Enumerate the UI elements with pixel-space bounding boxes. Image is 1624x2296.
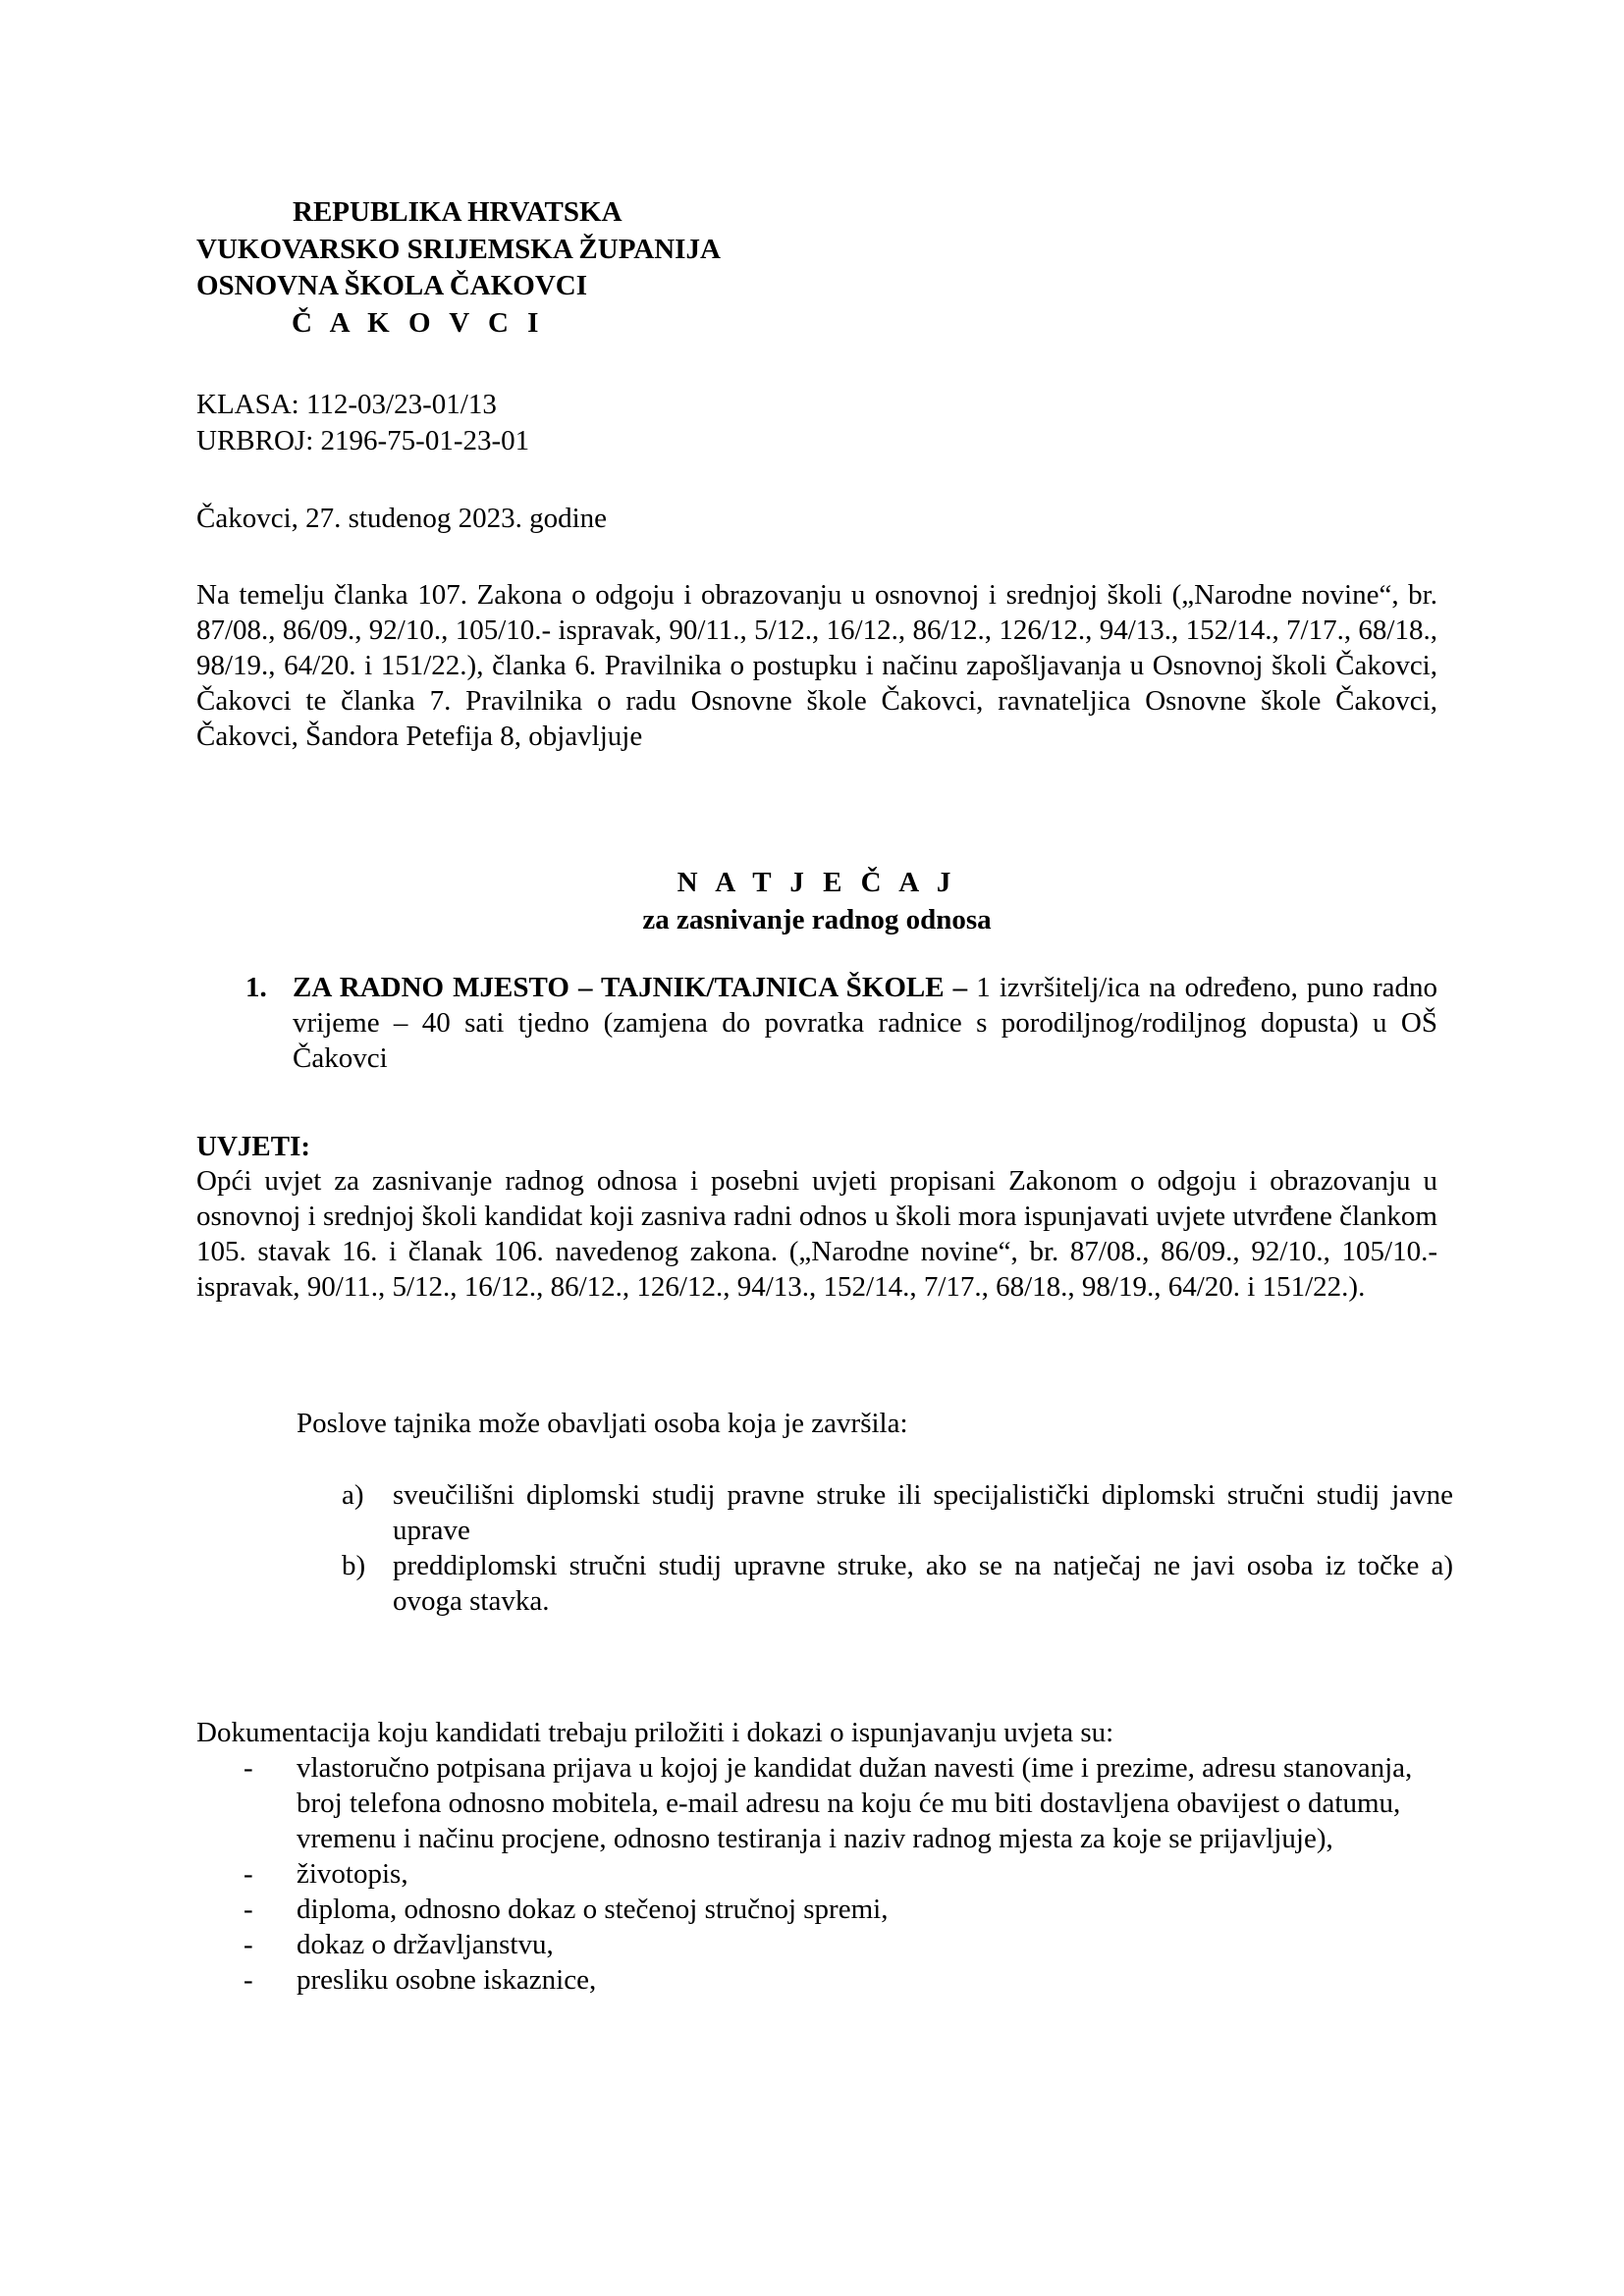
list-item-text: vlastoručno potpisana prijava u kojoj je kandidat dužan navesti (ime i prezime, adresu stanovanja, broj telefona odnosno mobitela, e-mail adresu na koju će mu biti dostavljena obavijest o datumu, vremenu i načinu procjene, odnosno testiranja i naziv radnog mjesta za koje se prijavljuje), (297, 1752, 1413, 1854)
document-reference (196, 387, 1080, 459)
secretary-intro: Poslove tajnika može obavljati osoba koja je završila: (297, 1408, 908, 1439)
list-item (342, 1548, 1453, 1619)
conditions-heading: UVJETI: (196, 1131, 311, 1162)
list-item-label: a) (342, 1479, 364, 1511)
position-title: ZA RADNO MJESTO – TAJNIK/TAJNICA ŠKOLE – (293, 972, 968, 1003)
document-header (196, 194, 1080, 342)
list-bullet: - (244, 1929, 253, 1960)
document-date: Čakovci, 27. studenog 2023. godine (196, 503, 608, 534)
list-item-text: životopis, (297, 1858, 408, 1890)
intro-paragraph: Na temelju članka 107. Zakona o odgoju i obrazovanju u osnovnoj i srednjoj školi („Narodne novine“, br. 87/08., 86/09., 92/10., 105/10.- ispravak, 90/11., 5/12., 16/12., 86/12., 126/12., 94/13., 152/14., 7/17., 68/18., 98/19., 64/20. i 151/22.), članka 6. Pravilnika o postupku i načinu zapošljavanja u Osnovnoj školi Čakovci, Čakovci te članka 7. Pravilnika o radu Osnovne škole Čakovci, ravnateljica Osnovne škole Čakovci, Čakovci, Šandora Petefija 8, objavljuje (196, 579, 1437, 752)
header-town: Č A K O V C I (292, 306, 545, 339)
list-item (244, 1962, 1437, 1998)
list-item (244, 1892, 1437, 1927)
list-bullet: - (244, 1858, 253, 1890)
list-item (342, 1477, 1453, 1548)
klasa-number: KLASA: 112-03/23-01/13 (196, 389, 497, 420)
list-item (244, 1750, 1437, 1856)
list-bullet: - (244, 1894, 253, 1925)
list-bullet: - (244, 1752, 253, 1784)
position-text (293, 970, 1437, 1076)
list-item (244, 1856, 1437, 1892)
conditions-paragraph: Opći uvjet za zasnivanje radnog odnosa i posebni uvjeti propisani Zakonom o odgoju i obrazovanju u osnovnoj i srednjoj školi kandidat koji zasniva radni odnos u školi mora ispunjavati uvjete utvrđene člankom 105. stavak 16. i članak 106. navedenog zakona. („Narodne novine“, br. 87/08., 86/09., 92/10., 105/10.- ispravak, 90/11., 5/12., 16/12., 86/12., 126/12., 94/13., 152/14., 7/17., 68/18., 98/19., 64/20. i 151/22.). (196, 1165, 1437, 1303)
documents-heading: Dokumentacija koju kandidati trebaju priložiti i dokazi o ispunjavanju uvjeta su: (196, 1717, 1114, 1748)
urbroj-number: URBROJ: 2196-75-01-23-01 (196, 425, 530, 456)
title-sub: za zasnivanje radnog odnosa (642, 904, 992, 935)
header-county: VUKOVARSKO SRIJEMSKA ŽUPANIJA (196, 233, 721, 265)
documents-list (244, 1750, 1437, 1998)
position-number: 1. (245, 972, 267, 1003)
list-item-text: sveučilišni diplomski studij pravne struke ili specijalistički diplomski stručni studij javne uprave (393, 1479, 1453, 1546)
header-republic: REPUBLIKA HRVATSKA (293, 196, 623, 228)
list-item-label: b) (342, 1550, 366, 1581)
list-item-text: preddiplomski stručni studij upravne struke, ako se na natječaj ne javi osoba iz točke a) ovoga stavka. (393, 1550, 1453, 1617)
list-bullet: - (244, 1964, 253, 1996)
position-details: 1 izvršitelj/ica na određeno, puno radno vrijeme – 40 sati tjedno (zamjena do povratka radnice s porodiljnog/rodiljnog dopusta) u OŠ Čakovci (293, 972, 1437, 1074)
title-main: N A T J E Č A J (677, 867, 957, 898)
list-item-text: presliku osobne iskaznice, (297, 1964, 597, 1996)
header-school: OSNOVNA ŠKOLA ČAKOVCI (196, 270, 588, 301)
qualification-list (342, 1477, 1453, 1619)
list-item (244, 1927, 1437, 1962)
position-item (245, 970, 1437, 1076)
list-item-text: diploma, odnosno dokaz o stečenoj stručnoj spremi, (297, 1894, 889, 1925)
list-item-text: dokaz o državljanstvu, (297, 1929, 554, 1960)
document-title (196, 864, 1437, 938)
